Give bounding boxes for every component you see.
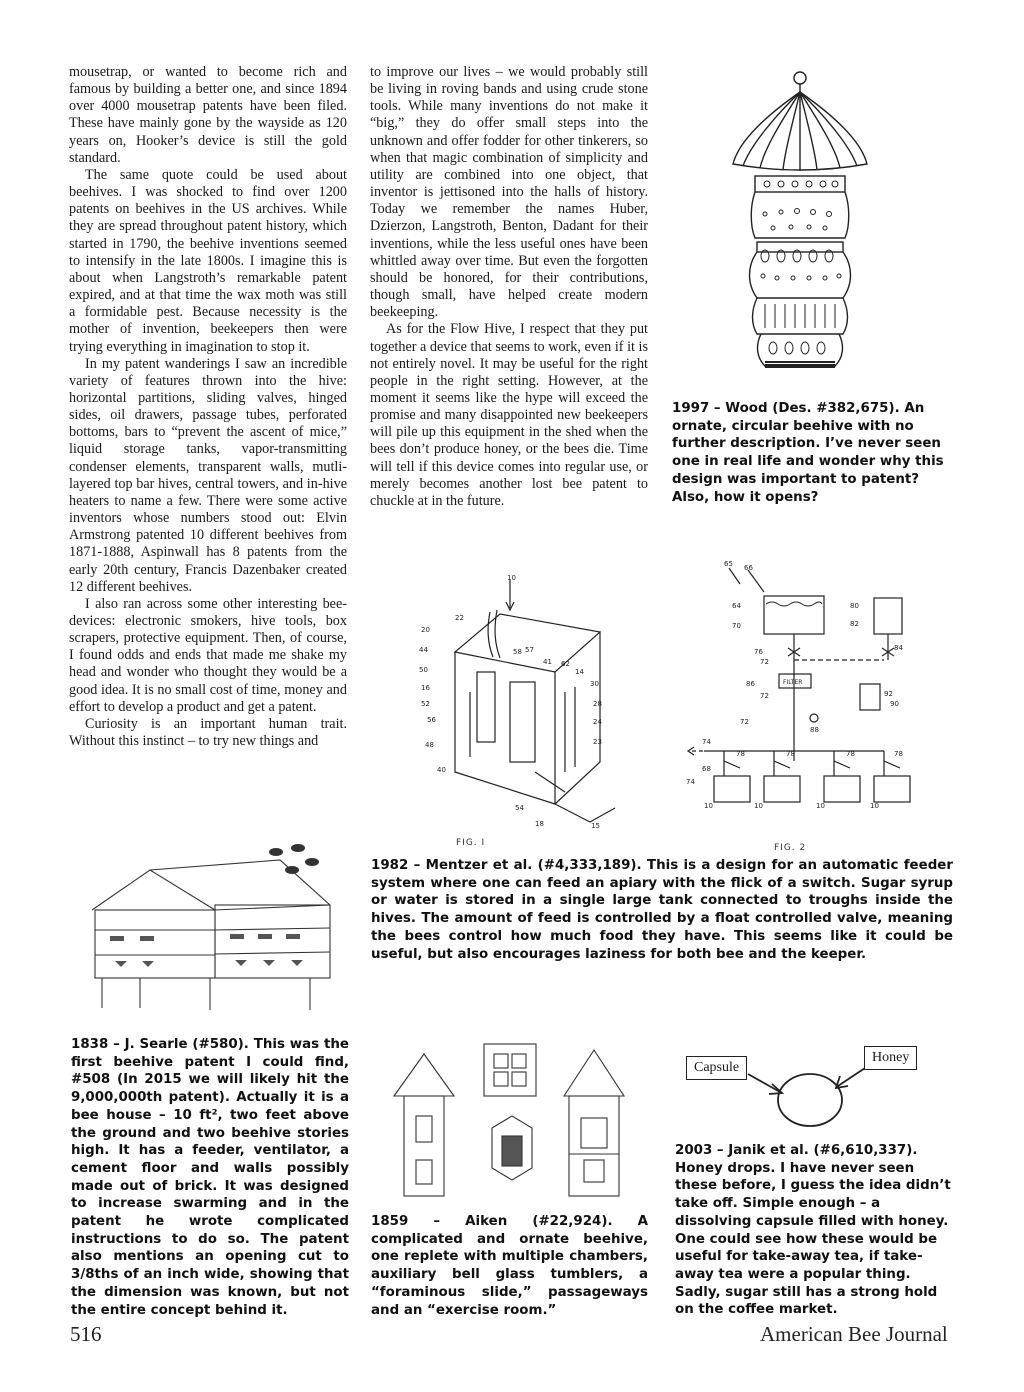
svg-text:23: 23 (593, 738, 602, 746)
svg-text:57: 57 (525, 646, 534, 654)
svg-text:68: 68 (702, 765, 711, 773)
journal-name: American Bee Journal (760, 1322, 948, 1346)
honey-label: Honey (864, 1046, 917, 1070)
svg-text:84: 84 (894, 644, 903, 652)
paragraph: mousetrap, or wanted to become rich and famous by building a better one, and since 1894 over 4000 mousetrap patents have been filed. These have mainly gone by the wayside as 120 years on, Hooker’s device is still the gold standard. (69, 64, 347, 166)
mentzer-fig1-drawing (415, 572, 630, 834)
svg-text:74: 74 (702, 738, 711, 746)
svg-text:22: 22 (455, 614, 464, 622)
aiken-beehive-drawing (384, 1036, 646, 1206)
svg-text:72: 72 (740, 718, 749, 726)
svg-text:76: 76 (754, 648, 763, 656)
svg-text:65: 65 (724, 560, 733, 568)
svg-text:58: 58 (513, 648, 522, 656)
svg-text:40: 40 (437, 766, 446, 774)
page-number: 516 (70, 1322, 102, 1346)
svg-text:70: 70 (732, 622, 741, 630)
svg-text:10: 10 (870, 802, 879, 810)
svg-text:64: 64 (732, 602, 741, 610)
svg-text:90: 90 (890, 700, 899, 708)
searle-caption: 1838 – J. Searle (#580). This was the first beehive patent I could find, #508 (In 2015 we will likely hit the 9,000,000th patent). Actually it is a bee house – 10 ft², two feet above the ground and two beehive stories high. It has a feeder, ventilator, a cement floor and walls possibly made out of brick. It was designed to increase swarming and in the patent he wrote complicated instructions to do so. The patent also mentions an opening cut to 3/8ths of an inch wide, showing that the dimension was known, but not the entire concept behind it. (71, 1037, 349, 1318)
paragraph: to improve our lives – we would probably still be living in roving bands and using crude stone tools. While many inventions do not make it “big,” they do offer small steps into the unknown and offer fodder for other tinkerers, so when that magic combination of simplicity and utility are combined into one object, that inventor is jettisoned into the halls of history. Today we remember the names Huber, Dzierzon, Langstroth, Benton, Dadant for their inventions, while the less useful ones have been whittled away over time. But even the forgotten should be honored, for their contributions, though small, have helped create modern beekeeping. (370, 64, 648, 321)
svg-text:78: 78 (894, 750, 903, 758)
svg-text:10: 10 (704, 802, 713, 810)
svg-text:16: 16 (421, 684, 430, 692)
janik-caption: 2003 – Janik et al. (#6,610,337). Honey drops. I have never seen these before, I guess the idea didn’t take off. Simple enough – a dissolving capsule filled with honey. One could see how these would be useful for take-away tea, if take-away tea were a popular thing. Sadly, sugar still has a strong hold on the coffee market. (675, 1143, 951, 1318)
paragraph: I also ran across some other interesting bee-devices: electronic smokers, hive tools, box scrapers, protective equipment. Then, of course, I found odds and ends that made me shake my head and wonder who thought they would be a good idea. It is no small cost of time, money and effort to develop a product and get a patent. (69, 595, 347, 715)
mentzer-fig2-schematic (684, 556, 924, 814)
paragraph: In my patent wanderings I saw an incredible variety of features thrown into the hive: horizontal partitions, sliding valves, hinged sides, oil drawers, passage tubes, perforated bottoms, bars to “prevent the ascent of mice,” liquid storage tanks, vapor-transmitting condenser elements, transparent walls, mutli-layered top bar hives, central towers, and in-hive heaters to name a few. There were some active inventors whose numbers stood out: Elvin Armstrong patented 10 different beehives from 1871-1888, Aspinwall has 8 patents from the early 20th century, Francis Dazenbaker created 12 different beehives. (69, 355, 347, 595)
svg-text:44: 44 (419, 646, 428, 654)
svg-text:10: 10 (754, 802, 763, 810)
svg-text:50: 50 (419, 666, 428, 674)
paragraph: The same quote could be used about beehives. I was shocked to find over 1200 patents on beehives in the US archives. While they are spread throughout patent history, which started in 1790, the beehive inventions seemed to intensify in the late 1800s. I imagine this is about when Langstroth’s remarkable patent expired, and at that time the wax moth was still a formidable pest. Because necessity is the mother of invention, beekeepers then were trying everything in imagination to stop it. (69, 166, 347, 355)
janik-capsule-diagram (672, 1040, 942, 1132)
article-column-2 (370, 64, 648, 510)
svg-text:92: 92 (884, 690, 893, 698)
svg-text:88: 88 (810, 726, 819, 734)
svg-text:86: 86 (746, 680, 755, 688)
svg-text:52: 52 (421, 700, 430, 708)
svg-text:18: 18 (535, 820, 544, 828)
svg-text:20: 20 (421, 626, 430, 634)
svg-text:15: 15 (591, 822, 600, 830)
svg-text:78: 78 (736, 750, 745, 758)
paragraph: As for the Flow Hive, I respect that they put together a device that seems to work, even if it is not entirely novel. It may be useful for the right people in the right setting. However, at the moment it seems like the hype will exceed the promise and many disappointed new beekeepers will pile up this equipment in the shed when the bees don’t produce honey, or the bees die. Time will tell if this device comes into regular use, or merely becomes another lost bee patent to chuckle at in the future. (370, 321, 648, 509)
capsule-label: Capsule (686, 1056, 747, 1080)
svg-text:56: 56 (427, 716, 436, 724)
svg-text:48: 48 (425, 741, 434, 749)
fig2-label: FIG. 2 (774, 843, 807, 853)
svg-text:62: 62 (561, 660, 570, 668)
searle-bee-house-drawing (80, 830, 350, 1015)
aiken-caption: 1859 – Aiken (#22,924). A complicated and ornate beehive, one replete with multiple chambers, auxiliary bell glass tumblers, a “foraminous slide,” passageways and an “exercise room.” (371, 1214, 648, 1318)
svg-text:14: 14 (575, 668, 584, 676)
wood-beehive-figure (725, 66, 875, 376)
svg-text:41: 41 (543, 658, 552, 666)
svg-text:10: 10 (816, 802, 825, 810)
svg-text:78: 78 (786, 750, 795, 758)
svg-text:28: 28 (593, 700, 602, 708)
filter-label: FILTER (783, 679, 803, 686)
svg-text:54: 54 (515, 804, 524, 812)
svg-text:74: 74 (686, 778, 695, 786)
fig1-label: FIG. I (456, 838, 486, 848)
svg-text:82: 82 (850, 620, 859, 628)
mentzer-caption: 1982 – Mentzer et al. (#4,333,189). This is a design for an automatic feeder system where one can feed an apiary with the flick of a switch. Sugar syrup or water is stored in a single large tank connected to troughs inside the hives. The amount of feed is controlled by a float controlled valve, meaning the bees control how much food they have. This seems like it could be useful, but also encourages laziness for both bee and the keeper. (371, 858, 953, 962)
article-column-1 (69, 64, 347, 750)
svg-text:24: 24 (593, 718, 602, 726)
wood-caption: 1997 – Wood (Des. #382,675). An ornate, circular beehive with no further description. I’ve never seen one in real life and wonder why this design was important to patent? Also, how it opens? (672, 401, 944, 505)
svg-text:66: 66 (744, 564, 753, 572)
svg-text:30: 30 (590, 680, 599, 688)
svg-text:80: 80 (850, 602, 859, 610)
svg-text:72: 72 (760, 692, 769, 700)
paragraph: Curiosity is an important human trait. Without this instinct – to try new things and (69, 715, 347, 750)
svg-text:72: 72 (760, 658, 769, 666)
svg-text:78: 78 (846, 750, 855, 758)
svg-text:10: 10 (507, 574, 516, 582)
